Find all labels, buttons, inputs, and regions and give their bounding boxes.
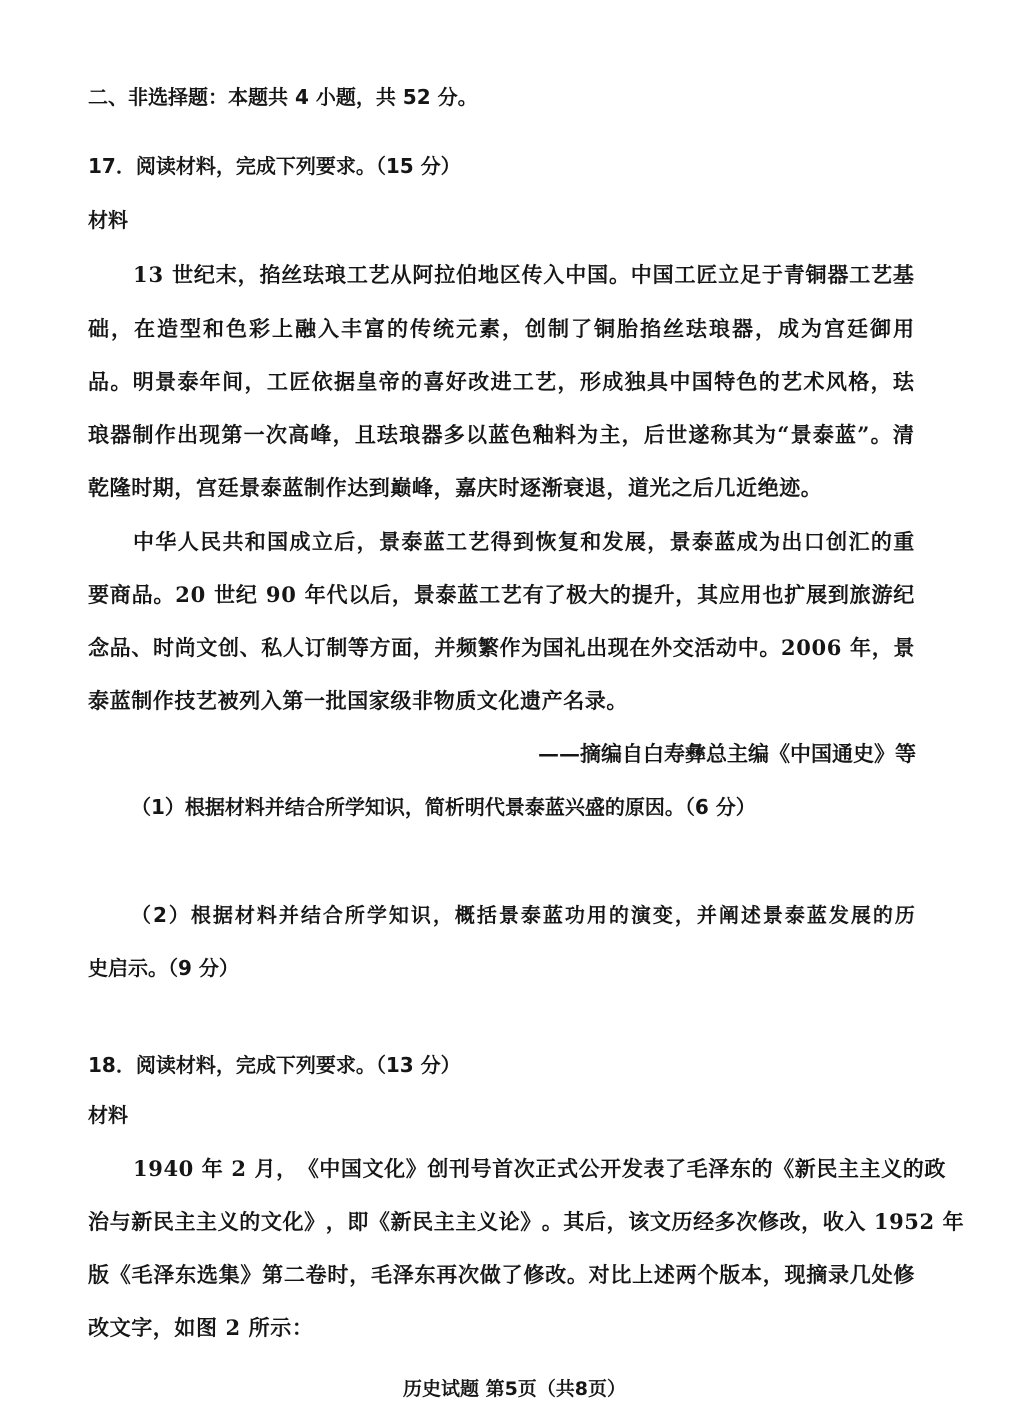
question-17-title: 17．阅读材料，完成下列要求。（15 分） — [88, 154, 461, 178]
q17-source-citation: ——摘编自白寿彝总主编《中国通史》等 — [538, 741, 916, 766]
question-18-material-label: 材料 — [88, 1103, 128, 1127]
question-17-material-label: 材料 — [88, 208, 128, 232]
q17-material-line: 中 华 人 民 共 和 国 成 立 后 ， 景 泰 蓝 工 艺 得 到 恢 复 和 发 展 ， 景 泰 蓝 成 为 出 口 创 汇 的 重 — [133, 529, 915, 554]
q17-material-line: 念 品 、 时 尚 文 创 、 私 人 订 制 等 方 面 ， 并 频 繁 作 为 国 礼 出 现 在 外 交 活 动 中 。 2 0 0 6 年 ， 景 — [88, 635, 915, 660]
section-title: 二、非选择题：本题共 4 小题，共 52 分。 — [88, 85, 478, 109]
q17-subquestion-2: （ 2 ） 根 据 材 料 并 结 合 所 学 知 识 ， 概 括 景 泰 蓝 功 用 的 演 变 ， 并 阐 述 景 泰 蓝 发 展 的 历 — [131, 903, 915, 927]
q17-material-line: 础 ， 在 造 型 和 色 彩 上 融 入 丰 富 的 传 统 元 素 ， 创 制 了 铜 胎 掐 丝 珐 琅 器 ， 成 为 宫 廷 御 用 — [88, 316, 915, 341]
page-footer: 历史试题 第5页（共8页） — [402, 1378, 627, 1400]
q17-subquestion-2-cont: 史启示。（9 分） — [88, 956, 239, 980]
q17-material-line: 要 商 品 。 2 0 世 纪 9 0 年 代 以 后 ， 景 泰 蓝 工 艺 有 了 极 大 的 提 升 ， 其 应 用 也 扩 展 到 旅 游 纪 — [88, 582, 915, 607]
q18-material-line: 治 与 新 民 主 主 义 的 文 化 》 ， 即 《 新 民 主 主 义 论 》 。 其 后 ， 该 文 历 经 多 次 修 改 ， 收 入 1 9 5 2 年 — [88, 1209, 965, 1234]
q18-material-line: 改文字，如图 2 所示： — [88, 1315, 314, 1340]
q17-material-line: 琅 器 制 作 出 现 第 一 次 高 峰 ， 且 珐 琅 器 多 以 蓝 色 釉 料 为 主 ， 后 世 遂 称 其 为 “ 景 泰 蓝 ” 。 清 — [88, 422, 915, 447]
q17-material-line: 1 3 世 纪 末 ， 掐 丝 珐 琅 工 艺 从 阿 拉 伯 地 区 传 入 中 国 。 中 国 工 匠 立 足 于 青 铜 器 工 艺 基 — [133, 262, 915, 287]
q17-subquestion-1: （1）根据材料并结合所学知识，简析明代景泰蓝兴盛的原因。（6 分） — [131, 795, 756, 819]
q17-material-line: 泰蓝制作技艺被列入第一批国家级非物质文化遗产名录。 — [88, 688, 628, 713]
q17-material-line: 品 。 明 景 泰 年 间 ， 工 匠 依 据 皇 帝 的 喜 好 改 进 工 艺 ， 形 成 独 具 中 国 特 色 的 艺 术 风 格 ， 珐 — [88, 369, 915, 394]
q18-material-line: 1 9 4 0 年 2 月 ， 《 中 国 文 化 》 创 刊 号 首 次 正 式 公 开 发 表 了 毛 泽 东 的 《 新 民 主 主 义 的 政 — [133, 1156, 946, 1181]
question-18-title: 18．阅读材料，完成下列要求。（13 分） — [88, 1053, 461, 1077]
q18-material-line: 版 《 毛 泽 东 选 集 》 第 二 卷 时 ， 毛 泽 东 再 次 做 了 修 改 。 对 比 上 述 两 个 版 本 ， 现 摘 录 几 处 修 — [88, 1262, 915, 1287]
q17-material-line: 乾隆时期，宫廷景泰蓝制作达到巅峰，嘉庆时逐渐衰退，道光之后几近绝迹。 — [88, 475, 823, 500]
